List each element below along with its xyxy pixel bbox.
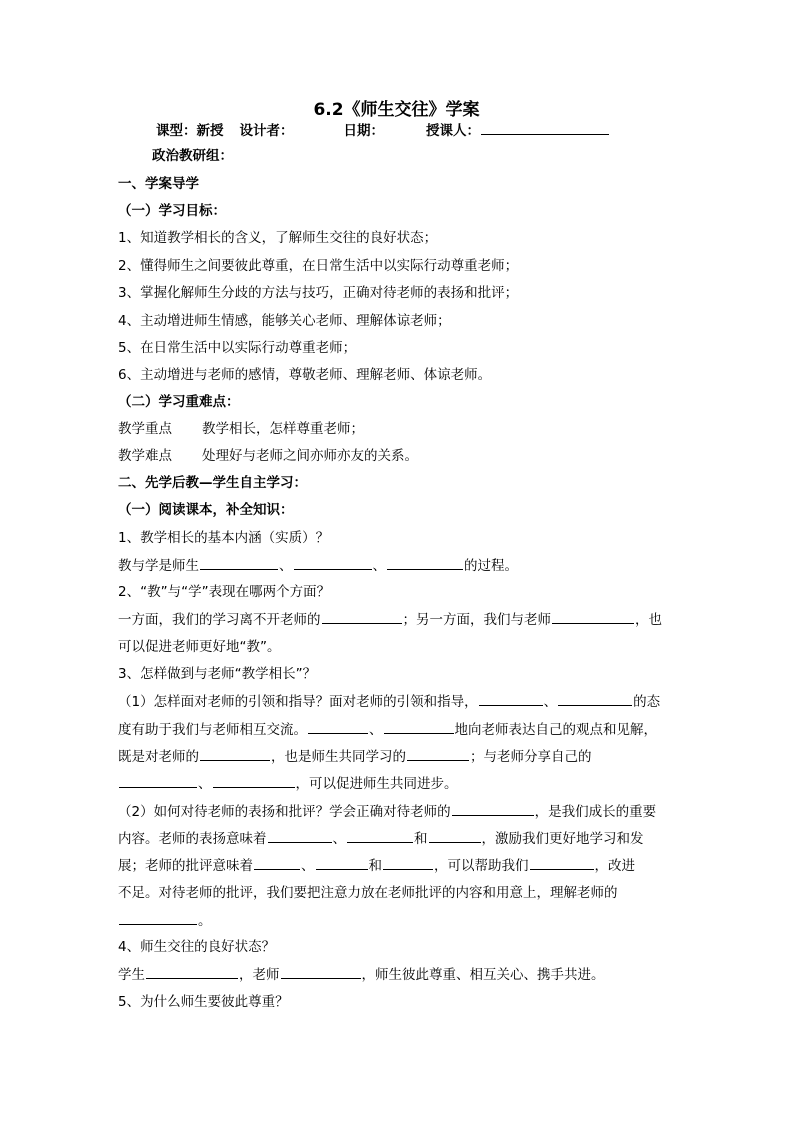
fill-blank[interactable] xyxy=(452,801,534,816)
fill-blank[interactable] xyxy=(268,828,332,843)
teacher-blank[interactable] xyxy=(481,120,609,135)
answer-text: ，也 xyxy=(635,612,662,628)
answer-text: 地向老师表达自己的观点和见解， xyxy=(454,722,657,738)
answer-text: 一方面，我们的学习离不开老师的 xyxy=(118,612,321,628)
fill-blank[interactable] xyxy=(479,691,543,706)
key-point-label: 教学重点 xyxy=(118,421,172,437)
question-5: 5、为什么师生要彼此尊重？ xyxy=(118,994,289,1010)
q3-1-line1 xyxy=(118,691,678,712)
fill-blank[interactable] xyxy=(347,828,413,843)
answer-2 xyxy=(118,609,678,630)
question-4: 4、师生交往的良好状态？ xyxy=(118,939,276,955)
q3-1-line4 xyxy=(118,773,678,794)
key-point-text: 教学相长，怎样尊重老师； xyxy=(202,421,364,437)
q3-2-line5 xyxy=(118,910,678,931)
answer-text: ，激励我们更好地学习和发 xyxy=(481,831,644,847)
answer-text: 的过程。 xyxy=(464,558,518,574)
answer-text: 、 xyxy=(332,831,346,847)
answer-text: ，可以促进师生共同进步。 xyxy=(295,776,458,792)
date-label: 日期： xyxy=(343,123,384,139)
goal-item: 1、知道教学相长的含义，了解师生交往的良好状态； xyxy=(118,230,438,246)
course-type: 课型：新授 xyxy=(156,123,224,139)
group-label: 政治教研组： xyxy=(152,148,233,164)
answer-text: 和 xyxy=(368,858,382,874)
fill-blank[interactable] xyxy=(146,964,238,979)
info-line xyxy=(156,120,716,141)
answer-text: 内容。老师的表扬意味着 xyxy=(118,831,267,847)
answer-text: ；与老师分享自己的 xyxy=(470,749,592,765)
answer-2-line2: 可以促进老师更好地“教”。 xyxy=(118,639,281,655)
answer-text: 、 xyxy=(372,558,386,574)
fill-blank[interactable] xyxy=(558,691,632,706)
answer-text: 和 xyxy=(414,831,428,847)
designer-label: 设计者： xyxy=(239,123,294,139)
fill-blank[interactable] xyxy=(552,609,634,624)
section-2-heading: 二、先学后教—学生自主学习： xyxy=(118,475,307,491)
answer-text: （2）如何对待老师的表扬和批评？学会正确对待老师的 xyxy=(118,804,451,820)
key-points-heading: （二）学习重难点： xyxy=(118,394,240,410)
fill-blank[interactable] xyxy=(322,609,402,624)
question-2: 2、“教”与“学”表现在哪两个方面？ xyxy=(118,584,331,600)
q3-2-line4: 不足。对待老师的批评，我们要把注意力放在老师批评的内容和用意上，理解老师的 xyxy=(118,885,618,901)
goals-heading: （一）学习目标： xyxy=(118,203,226,219)
fill-blank[interactable] xyxy=(119,910,197,925)
fill-blank[interactable] xyxy=(200,746,270,761)
fill-blank[interactable] xyxy=(119,773,197,788)
answer-text: 教与学是师生 xyxy=(118,558,199,574)
q3-2-line1 xyxy=(118,801,678,822)
fill-blank[interactable] xyxy=(407,746,469,761)
key-point-row xyxy=(118,419,678,439)
answer-text: 、 xyxy=(198,776,212,792)
page-title: 6.2《师生交往》学案 xyxy=(313,100,480,120)
answer-text: 既是对老师的 xyxy=(118,749,199,765)
answer-text: 度有助于我们与老师相互交流。 xyxy=(118,722,307,738)
goal-item: 6、主动增进与老师的感情，尊敬老师、理解老师、体谅老师。 xyxy=(118,367,492,383)
fill-blank[interactable] xyxy=(429,828,481,843)
fill-blank[interactable] xyxy=(316,855,368,870)
fill-blank[interactable] xyxy=(294,555,372,570)
goal-item: 5、在日常生活中以实际行动尊重老师； xyxy=(118,340,357,356)
fill-blank[interactable] xyxy=(200,555,278,570)
answer-text: ；另一方面，我们与老师 xyxy=(402,612,551,628)
fill-blank[interactable] xyxy=(281,964,361,979)
answer-text: ，可以帮助我们 xyxy=(434,858,529,874)
answer-text: 学生 xyxy=(118,967,145,983)
fill-blank[interactable] xyxy=(384,719,454,734)
answer-text: ，改进 xyxy=(594,858,635,874)
answer-text: 。 xyxy=(198,913,212,929)
answer-text: 、 xyxy=(279,558,293,574)
difficulty-text: 处理好与老师之间亦师亦友的关系。 xyxy=(202,448,418,464)
answer-text: ，师生彼此尊重、相互关心、携手共进。 xyxy=(361,967,605,983)
fill-blank[interactable] xyxy=(530,855,594,870)
answer-text: 、 xyxy=(301,858,315,874)
fill-blank[interactable] xyxy=(383,855,433,870)
answer-text: 、 xyxy=(369,722,383,738)
section-1-heading: 一、学案导学 xyxy=(118,176,199,192)
goal-item: 3、掌握化解师生分歧的方法与技巧，正确对待老师的表扬和批评； xyxy=(118,285,519,301)
question-1: 1、教学相长的基本内涵（实质）？ xyxy=(118,530,330,546)
answer-text: 的态 xyxy=(633,694,661,710)
answer-text: 、 xyxy=(543,694,558,710)
q3-2-line3 xyxy=(118,855,678,876)
answer-text: ，也是师生共同学习的 xyxy=(271,749,406,765)
answer-text: ，是我们成长的重要 xyxy=(534,804,657,820)
q3-1-line3 xyxy=(118,746,678,767)
q3-1-line2 xyxy=(118,719,678,740)
answer-text: ，老师 xyxy=(239,967,280,983)
fill-blank[interactable] xyxy=(387,555,463,570)
fill-blank[interactable] xyxy=(254,855,300,870)
difficulty-label: 教学难点 xyxy=(118,448,172,464)
answer-text: 展；老师的批评意味着 xyxy=(118,858,253,874)
answer-1 xyxy=(118,555,678,576)
fill-blank[interactable] xyxy=(308,719,368,734)
answer-text: （1）怎样面对老师的引领和指导？面对老师的引领和指导， xyxy=(118,694,478,710)
reading-heading: （一）阅读课本，补全知识： xyxy=(118,502,294,518)
q3-2-line2 xyxy=(118,828,678,849)
difficulty-row xyxy=(118,446,678,466)
goal-item: 4、主动增进师生情感，能够关心老师、理解体谅老师； xyxy=(118,313,451,329)
question-3: 3、怎样做到与老师“教学相长”？ xyxy=(118,666,317,682)
teacher-label: 授课人： xyxy=(426,123,480,139)
goal-item: 2、懂得师生之间要彼此尊重，在日常生活中以实际行动尊重老师； xyxy=(118,258,519,274)
answer-4 xyxy=(118,964,678,985)
fill-blank[interactable] xyxy=(213,773,295,788)
